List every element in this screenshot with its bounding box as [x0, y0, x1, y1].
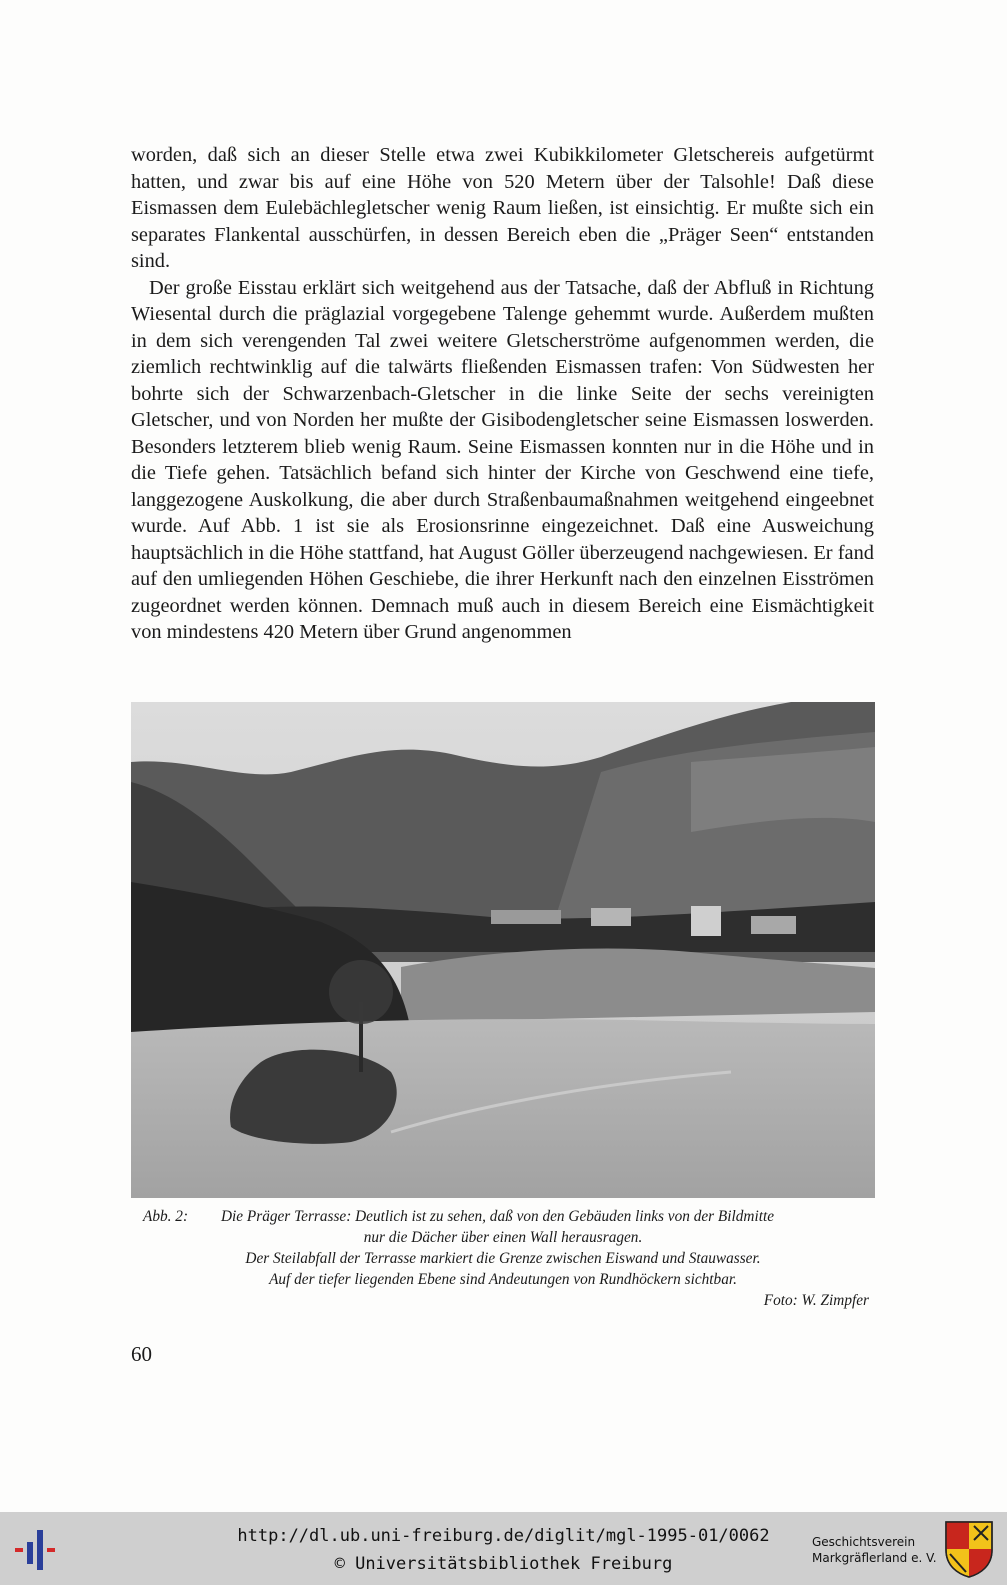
paragraph-2: Der große Eisstau erklärt sich weitgehend aus der Tatsache, daß der Abfluß in Richtung Wiesental durch die präglazial vorgegebene Talenge gehemmt wurde. Außerdem mußten in dem sich verengenden Tal zwei weitere Gletscherströme aufgenommen werden, die ziemlich rechtwinklig auf die talwärts fließenden Eismassen trafen: Von Südwesten her bohrte sich der Schwarzenbach-Gletscher in die linke Seite der sechs vereinigten Gletscher, und von Norden her mußte der Gisibodengletscher seine Eismassen loswerden. Besonders letzterem blieb wenig Raum. Seine Eismassen konnten nur in die Höhe und in die Tiefe gehen. Tatsächlich befand sich hinter der Kirche von Geschwend eine tiefe, langgezogene Auskolkung, die aber durch Straßenbaumaßnahmen weitgehend eingeebnet wurde. Auf Abb. 1 ist sie als Erosionsrinne eingezeichnet. Daß eine Ausweichung hauptsächlich in die Höhe stattfand, hat August Göller überzeugend nachgewiesen. Er fand auf den umliegenden Höhen Geschiebe, die ihrer Herkunft nach den einzelnen Eisströmen zugeordnet werden können. Demnach muß auch in diesem Bereich eine Eismächtigkeit von mindestens 420 Metern über Grund angenommen: [131, 276, 874, 643]
body-text: [131, 142, 874, 646]
paragraph-1: worden, daß sich an dieser Stelle etwa zwei Kubikkilometer Gletschereis aufgetürmt hatten, und zwar bis auf eine Höhe von 520 Metern über der Talsohle! Daß diese Eismassen dem Eulebächlegletscher wenig Raum ließen, ist einsichtig. Er mußte sich ein separates Flankental ausschürfen, in dessen Bereich eben die „Präger Seen“ entstanden sind.: [131, 144, 874, 272]
society-line-2: Markgräflerland e. V.: [812, 1551, 937, 1565]
copyright-notice: © Universitätsbibliothek Freiburg: [334, 1554, 673, 1574]
page-number: 60: [131, 1342, 152, 1366]
permalink-url[interactable]: http://dl.ub.uni-freiburg.de/diglit/mgl-1995-01/0062: [237, 1526, 770, 1546]
caption-line-2: nur die Dächer über einen Wall herausragen.: [363, 1229, 643, 1246]
coat-of-arms-icon: [944, 1520, 994, 1578]
caption-label: Abb. 2:: [143, 1208, 189, 1225]
figure-caption: [131, 1206, 875, 1311]
photo-credit: Foto: W. Zimpfer: [763, 1292, 869, 1309]
society-line-1: Geschichtsverein: [812, 1535, 916, 1549]
society-name: [812, 1534, 942, 1566]
library-footer: [0, 1512, 1007, 1585]
caption-line-3: Der Steilabfall der Terrasse markiert die Grenze zwischen Eiswand und Stauwasser.: [245, 1250, 761, 1267]
landscape-photo: [131, 702, 875, 1198]
caption-line-1: Die Präger Terrasse: Deutlich ist zu sehen, daß von den Gebäuden links von der Bildmitte: [221, 1208, 775, 1225]
caption-line-4: Auf der tiefer liegenden Ebene sind Andeutungen von Rundhöckern sichtbar.: [269, 1271, 737, 1288]
